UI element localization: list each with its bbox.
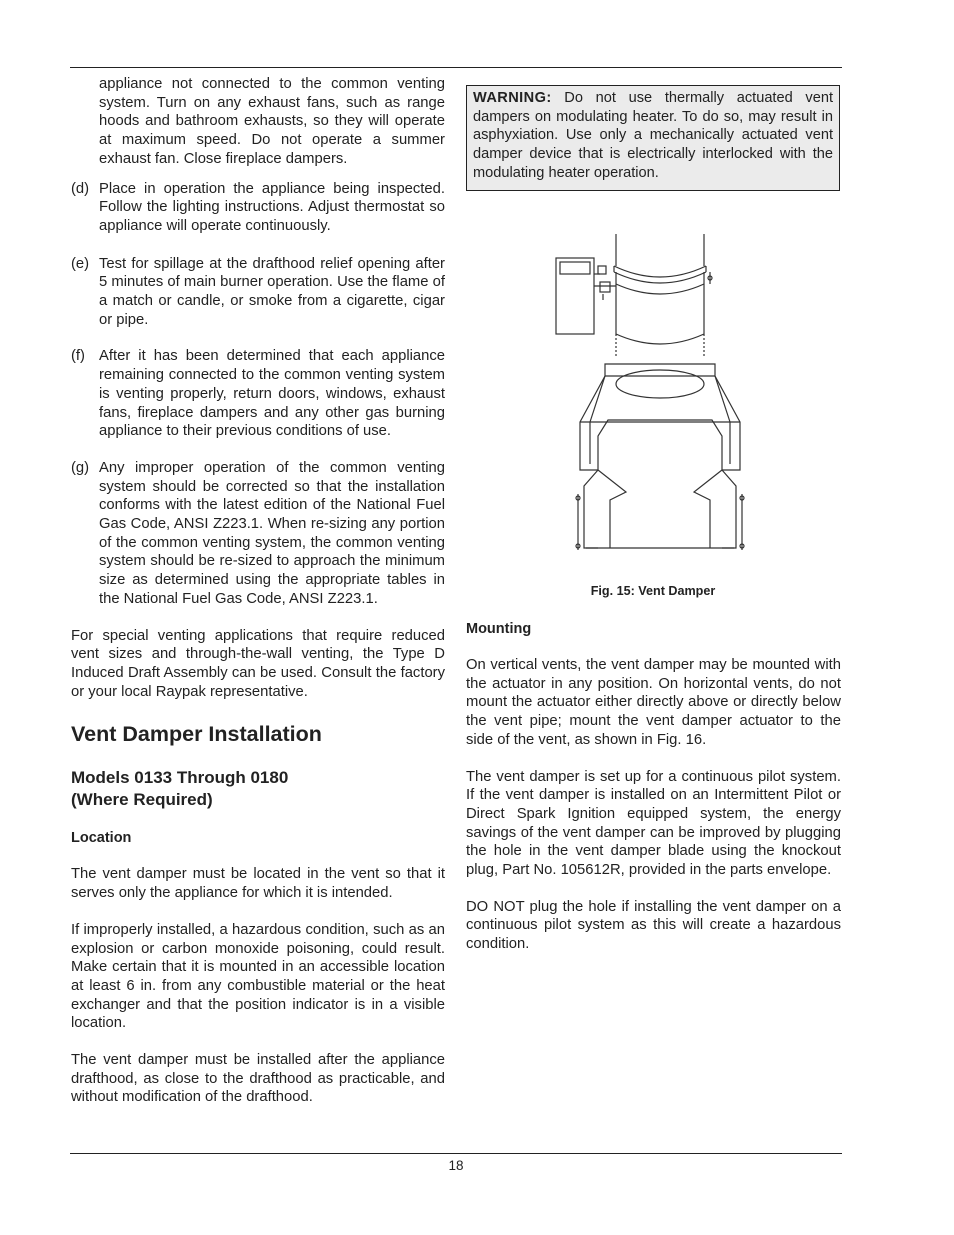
list-item-d — [71, 180, 445, 236]
warning-label: WARNING: — [473, 90, 552, 106]
upper-band — [614, 266, 706, 277]
bottom-rule — [70, 1153, 842, 1154]
continued-paragraph: appliance not connected to the common venting system. Turn on any exhaust fans, such as range hoods and bathroom exhausts, so they will operate at maximum speed. Do not operate a summer exhaust fan. Close fireplace dampers. — [99, 76, 445, 167]
list-item-text: Any improper operation of the common venting system should be corrected so that the installation conforms with the latest edition of the National Fuel Gas Code, ANSI Z223.1. When re-sizing any portion of the common venting system, the common venting system should be re-sized to approach the minimum size as determined using the appropriate tables in the National Fuel Gas Code, ANSI Z223.1. — [99, 459, 445, 607]
vent-damper-illustration — [550, 226, 750, 556]
mounting-section — [466, 620, 841, 954]
list-item-f — [71, 347, 445, 441]
location-heading: Location — [71, 830, 132, 847]
right-column — [466, 85, 841, 191]
top-rule — [70, 67, 842, 68]
list-item-label: (e) — [71, 255, 90, 272]
drafthood-outlet — [616, 370, 704, 398]
mounting-paragraph-2: The vent damper is set up for a continuous pilot system. If the vent damper is installed on an Intermittent Pilot or Direct Spark Ignition equipped system, the energy savings of the vent damper can be improved by plugging the hole in the vent damper blade using the knockout plug, Part No. 105612R, provided in the parts envelope. — [466, 768, 841, 879]
subsection-title — [71, 767, 445, 811]
actuator-housing — [556, 258, 594, 334]
subsection-title-line-2: (Where Required) — [71, 790, 213, 810]
figure-caption: Fig. 15: Vent Damper — [590, 584, 716, 598]
list-item-g — [71, 459, 445, 609]
list-item-text: After it has been determined that each appliance remaining connected to the common venting system is venting properly, return doors, windows, exhaust fans, fireplace dampers and any other gas burning appliance to their previous conditions of use. — [99, 348, 445, 440]
list-item-label: (g) — [71, 459, 90, 476]
warning-box — [466, 85, 840, 191]
list-item-label: (d) — [71, 180, 90, 197]
drafthood-left-leg — [584, 470, 598, 548]
list-item-text: Test for spillage at the drafthood relief opening after 5 minutes of main burner operation. Use the flame of a match or candle, or smoke from a cigarette, cigar or pipe. — [99, 255, 445, 328]
section-title: Vent Damper Installation — [71, 722, 322, 747]
warning-text: Do not use thermally actuated vent dampers on modulating heater. To do so, may result in asphyxiation. Use only a mechanically actuated vent damper device that is electrically interlocked with the modulating heater operation. — [473, 90, 833, 181]
location-paragraph-2: If improperly installed, a hazardous condition, such as an explosion or carbon monoxide poisoning, could result. Make certain that it is mounted in an accessible location at least 6 in. from any combustible material or the heat exchanger and that the position indicator is in a visible location. — [71, 921, 445, 1032]
mounting-paragraph-3: DO NOT plug the hole if installing the vent damper on a continuous pilot system as this will create a hazardous condition. — [466, 898, 841, 953]
location-paragraph-3: The vent damper must be installed after the appliance drafthood, as close to the drafthood as practicable, and without modification of the drafthood. — [71, 1052, 445, 1106]
location-paragraph-1: The vent damper must be located in the vent so that it serves only the appliance for which it is intended. — [71, 866, 445, 902]
list-item-e — [71, 255, 445, 330]
actuator-bracket — [598, 266, 606, 274]
subsection-title-line-1: Models 0133 Through 0180 — [71, 768, 289, 788]
page-number: 18 — [448, 1158, 464, 1173]
left-column — [71, 75, 445, 1107]
mounting-paragraph-1: On vertical vents, the vent damper may be mounted with the actuator in any position. On horizontal vents, do not mount the actuator either directly above or directly below the vent pipe; mount the vent damper actuator to the side of the vent, as shown in Fig. 16. — [466, 657, 841, 748]
special-venting-paragraph: For special venting applications that require reduced vent sizes and through-the-wall venting, the Type D Induced Draft Assembly can be used. Consult the factory or your local Raypak representative. — [71, 627, 445, 700]
list-item-label: (f) — [71, 348, 85, 365]
mounting-heading: Mounting — [466, 621, 532, 637]
list-item-text: Place in operation the appliance being inspected. Follow the lighting instructions. Adjust thermostat so appliance will operate continuously. — [99, 180, 445, 234]
drafthood-right-leg — [722, 470, 736, 548]
